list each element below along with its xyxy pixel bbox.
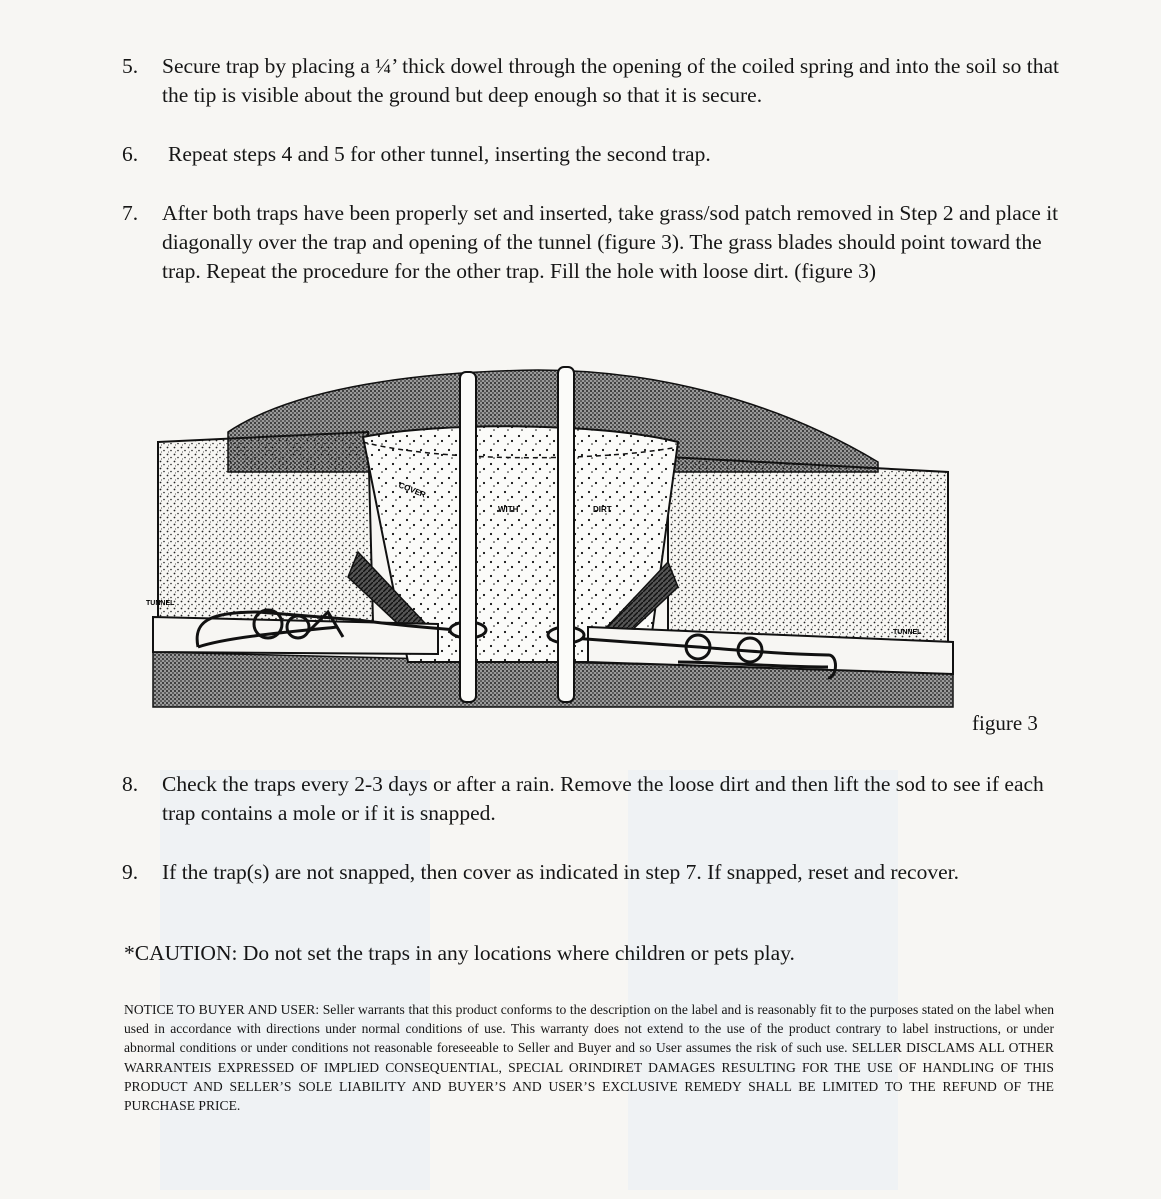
figure-3-illustration [138,362,968,712]
figure-caption: figure 3 [972,711,1038,735]
label-tunnel-left: TUNNEL [146,600,175,607]
step-8 [122,770,1062,828]
step-text: Check the traps every 2-3 days or after a rain. Remove the loose dirt and then lift the sod to see if each trap contains a mole or if it is snapped. [162,772,1044,825]
caution-note: *CAUTION: Do not set the traps in any locations where children or pets play. [124,941,795,965]
step-number: 6. [122,142,139,166]
label-dirt: DIRT [593,505,612,514]
label-cover: COVER [397,480,428,500]
step-6 [122,140,1062,169]
step-number: 7. [122,201,139,225]
step-number: 5. [122,54,139,78]
step-number: 9. [122,860,139,884]
notice-to-buyer: NOTICE TO BUYER AND USER: Seller warrants that this product conforms to the description on the label and is reasonably fit to the purposes stated on the label when used in accordance with directions under normal conditions of use. This warranty does not extend to the use of the product contrary to label instructions, or under abnormal conditions or under conditions not reasonable foreseeable to Seller and Buyer and so User assumes the risk of such use. SELLER DISCLAMS ALL OTHER WARRANTEIS EXPRESSED OF IMPLIED CONSEQUENTIAL, SPECIAL ORINDIRET DAMAGES RESULTING FOR THE USE OF HANDLING OF THIS PRODUCT AND SELLER’S SOLE LIABILITY AND BUYER’S AND USER’S EXCLUSIVE REMEDY SHALL BE LIMITED TO THE REFUND OF THE PURCHASE PRICE. [124,1002,1054,1114]
soil-left [158,432,373,627]
step-text: After both traps have been properly set and inserted, take grass/sod patch removed in Step 2 and place it diagonally over the trap and opening of the tunnel (figure 3). The grass blades should point toward the trap. Repeat the procedure for the other trap. Fill the hole with loose dirt. (figure 3) [162,201,1059,283]
step-number: 8. [122,772,139,796]
label-with: WITH [498,505,519,514]
step-text: If the trap(s) are not snapped, then cover as indicated in step 7. If snapped, reset and recover. [162,860,959,884]
step-text: Secure trap by placing a ¼’ thick dowel through the opening of the coiled spring and into the soil so that the tip is visible about the ground but deep enough so that it is secure. [162,54,1060,107]
step-5 [122,52,1062,110]
dowel-left [460,372,476,702]
label-tunnel-right: TUNNEL [893,629,922,636]
step-text: Repeat steps 4 and 5 for other tunnel, inserting the second trap. [168,142,711,166]
dowel-right [558,367,574,702]
tunnel-left [153,617,438,654]
steps-bottom [122,770,1062,917]
soil-right [668,457,948,642]
step-7 [122,199,1062,286]
steps-top [122,52,1062,316]
step-9 [122,858,1062,887]
